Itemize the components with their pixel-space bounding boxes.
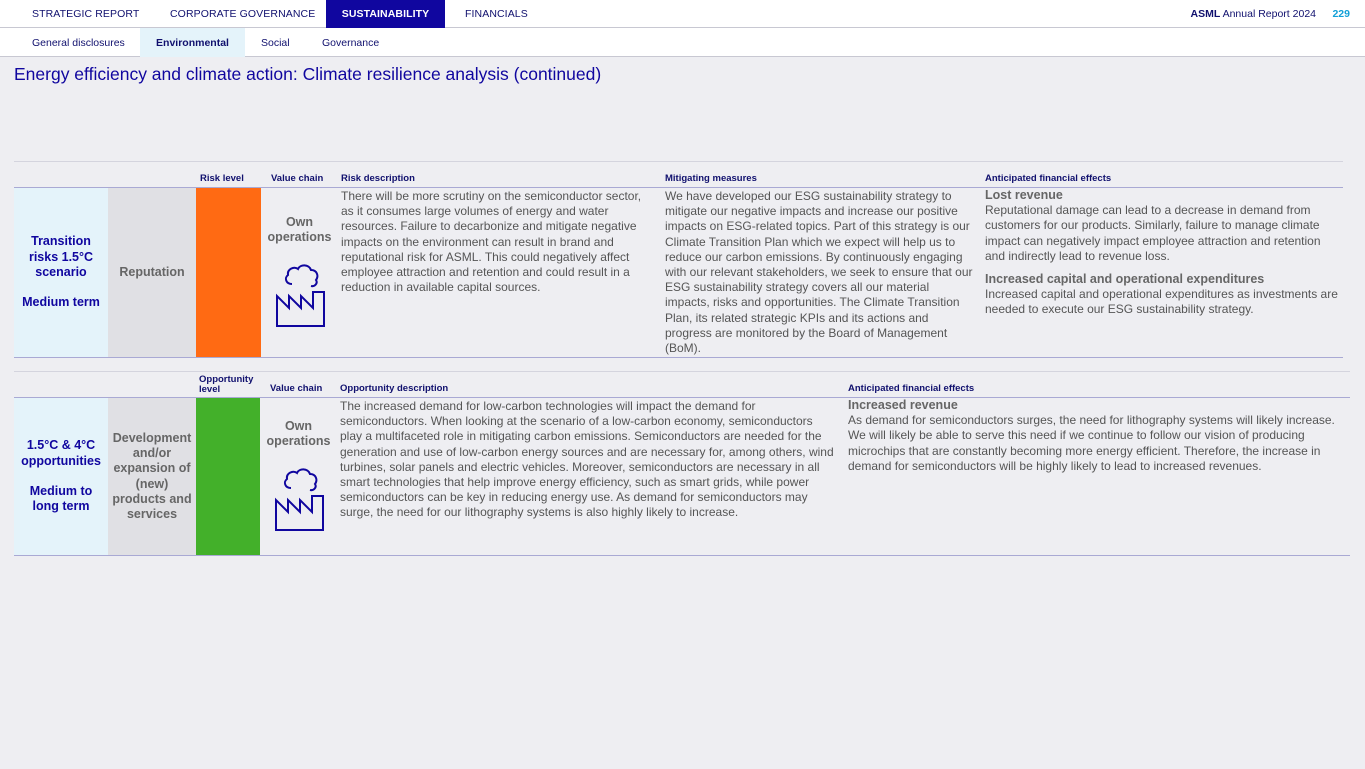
opportunity-description-text: The increased demand for low-carbon technologies will impact the demand for semiconductors. When looking at the scenario of a low-carbon economy, semiconductors play a multifaceted role in mitigating carbon emissions. Semiconductors are needed for the generation and use of low-carbon energy sources and are necessary for, among others, wind turbines, solar panels and electric vehicles. Moreover, semiconductors are necessary in all smart technologies that help improve energy efficiency, such as smart grids, while power semiconductors can be key in reducing energy use. As demand for semiconductors may surge, the need for our lithography systems is also highly likely to increase. xyxy=(340,399,834,520)
opportunity-description xyxy=(340,399,834,521)
subtab-environmental[interactable]: Environmental xyxy=(140,28,245,57)
risk-subtopic-cell xyxy=(108,188,196,357)
report-title xyxy=(1191,0,1317,29)
effect-heading: Lost revenue xyxy=(985,188,1063,202)
risk-level-indicator xyxy=(196,188,261,357)
factory-cloud-icon xyxy=(272,262,328,328)
tab-financials[interactable]: FINANCIALS xyxy=(465,8,528,20)
header-opportunity-level: Opportunity level xyxy=(199,374,254,395)
header-opportunity-description: Opportunity description xyxy=(340,383,449,394)
effect-heading: Increased revenue xyxy=(848,398,958,412)
header-risk-description: Risk description xyxy=(341,173,415,184)
risk-financial-effects xyxy=(985,188,1341,318)
mitigating-measures xyxy=(665,189,975,356)
tab-strategic-report[interactable]: STRATEGIC REPORT xyxy=(32,8,140,20)
header-value-chain: Value chain xyxy=(271,173,324,184)
opp-subtopic-label: Development and/or expansion of (new) products and services xyxy=(112,430,192,522)
report-brand: ASML xyxy=(1190,8,1221,20)
risk-term-label: Medium term xyxy=(22,295,100,310)
tab-sustainability[interactable]: SUSTAINABILITY xyxy=(326,0,445,28)
top-navigation xyxy=(0,0,1365,28)
header-risk-level: Risk level xyxy=(200,173,244,184)
risk-topic-label: Transition risks 1.5°C scenario xyxy=(28,234,94,279)
opp-subtopic-cell xyxy=(108,398,196,555)
opp-bottom-rule xyxy=(14,555,1350,556)
risk-topic-cell xyxy=(14,188,108,357)
opp-value-chain-label: Own operations xyxy=(266,419,331,449)
factory-cloud-icon xyxy=(271,466,327,532)
header-opp-financial-effects: Anticipated financial effects xyxy=(848,383,975,394)
tab-corporate-governance[interactable]: CORPORATE GOVERNANCE xyxy=(170,8,316,20)
opp-top-rule xyxy=(14,371,1350,372)
sub-navigation xyxy=(0,28,1365,57)
report-name: Annual Report 2024 xyxy=(1222,8,1316,20)
risk-value-chain xyxy=(261,215,338,328)
opp-financial-effects xyxy=(848,398,1342,474)
risk-description-text: There will be more scrutiny on the semiconductor sector, as it consumes large volumes of energy and water resources. Failure to decarbonize and mitigate negative impacts on the environment can result in brand and reputational risk for ASML. This could negatively affect employee attraction and retention and could result in a reduction in available capital sources. xyxy=(341,189,642,295)
opp-topic-cell xyxy=(14,398,108,555)
header-financial-effects: Anticipated financial effects xyxy=(985,173,1112,184)
opp-topic-label: 1.5°C & 4°C opportunities xyxy=(21,438,101,468)
header-opp-value-chain: Value chain xyxy=(270,383,323,394)
header-mitigating-measures: Mitigating measures xyxy=(665,173,757,184)
risk-description xyxy=(341,189,649,295)
page-title: Energy efficiency and climate action: Climate resilience analysis (continued) xyxy=(14,64,602,84)
subtab-governance[interactable]: Governance xyxy=(322,37,380,49)
effect-text: As demand for semiconductors surges, the need for lithography systems will likely increase. We will likely be able to serve this need if we continue to follow our vision of producing microchips that are constantly becoming more energy efficient. Therefore, the increase in demand for semiconductors will be highly likely to lead to increased revenues. xyxy=(848,413,1335,473)
risk-value-chain-label: Own operations xyxy=(267,215,332,245)
opportunity-level-indicator xyxy=(196,398,260,555)
effect-text: Reputational damage can lead to a decrease in demand from customers for our products. Similarly, failure to manage climate impact can negatively impact employee attraction and retention and indirectly lead to revenue loss. xyxy=(985,203,1321,263)
opp-value-chain xyxy=(260,419,337,532)
subtab-general-disclosures[interactable]: General disclosures xyxy=(32,37,125,49)
page-number: 229 xyxy=(1332,8,1350,20)
effect-heading: Increased capital and operational expenditures xyxy=(985,272,1265,287)
mitigating-measures-text: We have developed our ESG sustainability strategy to mitigate our negative impacts and increase our positive impacts on ESG-related topics. Part of this strategy is our Climate Transition Plan which we expect will help us to reduce our carbon emissions. By continuously engaging with our relevant stakeholders, we seek to ensure that our ESG sustainability strategy covers all our material impacts, risks and opportunities. The Climate Transition Plan, its related strategic KPIs and its actions and progress are monitored by the Board of Management (BoM). xyxy=(665,189,973,356)
effect-text: Increased capital and operational expenditures as investments are needed to execute our ESG sustainability strategy. xyxy=(985,287,1338,317)
risk-subtopic-label: Reputation xyxy=(119,264,185,279)
opp-term-label: Medium to long term xyxy=(29,484,93,514)
table-top-rule xyxy=(14,161,1343,162)
subtab-social[interactable]: Social xyxy=(261,37,290,49)
risk-bottom-rule xyxy=(14,357,1343,358)
